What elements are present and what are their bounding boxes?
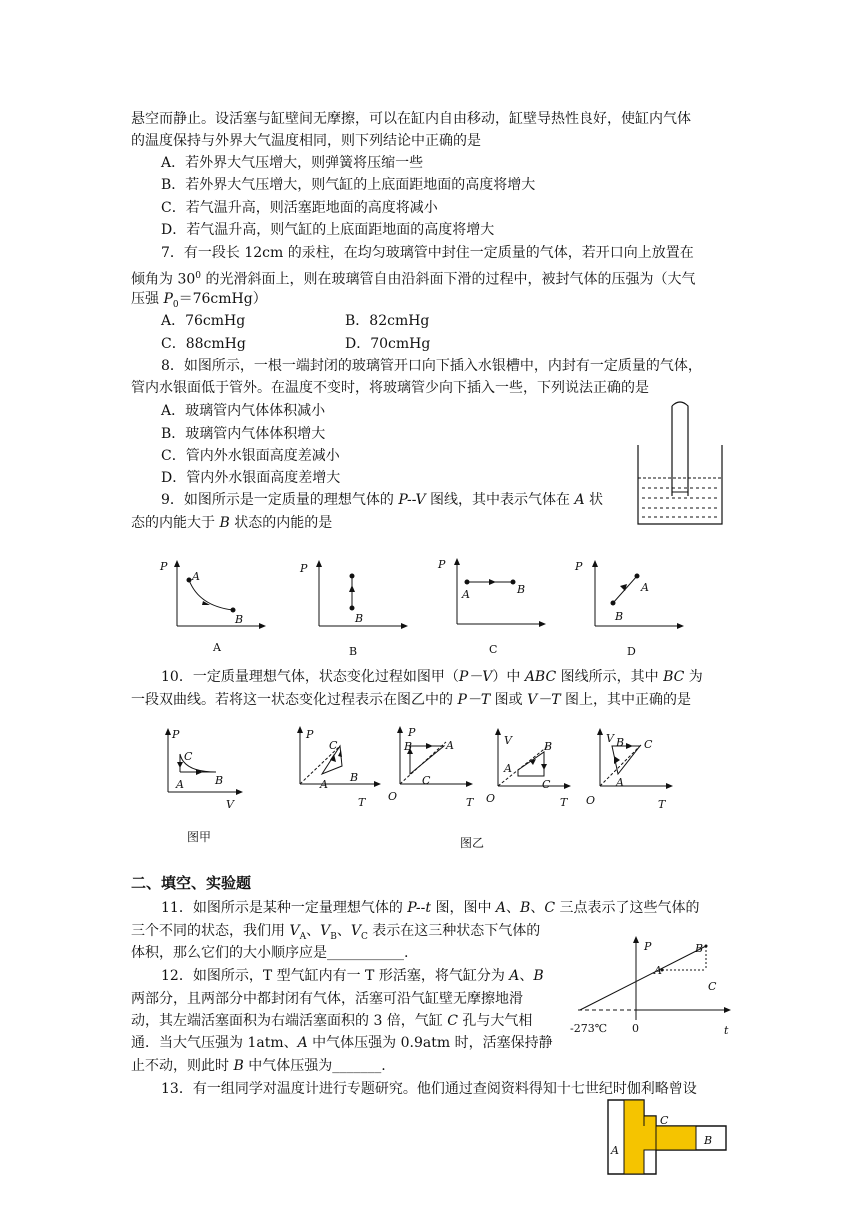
svg-text:V: V (226, 798, 234, 811)
svg-text:D: D (627, 645, 636, 658)
q6-option-d: D．若气温升高，则气缸的上底面距地面的高度将增大 (161, 222, 495, 238)
svg-text:B: B (517, 583, 526, 596)
svg-text:B: B (235, 613, 244, 626)
q9-line1: 9．如图所示是一定质量的理想气体的 P--V 图线，其中表示气体在 A 状 (161, 492, 604, 508)
q8-option-a: A．玻璃管内气体体积减小 (161, 403, 326, 419)
q10-line2: 一段双曲线。若将这一状态变化过程表示在图乙中的 P－T 图或 V－T 图上，其中正确的是 (131, 692, 692, 708)
q10-graph-yi-d (586, 726, 676, 810)
svg-text:0: 0 (632, 1022, 639, 1035)
q12-line2: 两部分，且两部分中都封闭有气体，活塞可沿气缸壁无摩擦地滑 (131, 991, 523, 1007)
q12-line5: 止不动，则此时 B 中气体压强为_______. (131, 1058, 386, 1074)
q11-line1: 11．如图所示是某种一定量理想气体的 P--t 图，图中 A、B、C 三点表示了这些气体的 (161, 900, 700, 916)
q7-option-c: C．88cmHg (161, 336, 246, 352)
svg-text:A: A (462, 588, 470, 601)
svg-text:A: A (320, 778, 328, 791)
svg-text:P: P (644, 940, 652, 953)
svg-text:B: B (404, 740, 413, 753)
svg-text:A: A (176, 778, 184, 791)
q7-option-d: D．70cmHg (345, 336, 431, 352)
q9-graph-a (155, 558, 270, 653)
svg-text:V: V (606, 732, 614, 745)
svg-text:A: A (641, 581, 649, 594)
svg-text:B: B (616, 736, 625, 749)
q6-option-c: C．若气温升高，则活塞距地面的高度将减小 (161, 200, 438, 216)
q6-option-a: A．若外界大气压增大，则弹簧将压缩一些 (161, 155, 424, 171)
q7-option-a: A．76cmHg (161, 313, 246, 329)
svg-text:O: O (388, 790, 398, 803)
svg-text:C: C (489, 643, 498, 656)
svg-text:P: P (160, 560, 168, 573)
q10-graph-yi-a (296, 726, 386, 808)
q8-option-b: B．玻璃管内气体体积增大 (161, 426, 326, 442)
q12-line4: 通．当大气压强为 1atm、A 中气体压强为 0.9atm 时，活塞保持静 (131, 1035, 553, 1051)
svg-text:O: O (486, 792, 496, 805)
svg-text:O: O (586, 794, 596, 807)
svg-text:T: T (560, 796, 568, 809)
svg-text:C: C (542, 778, 551, 791)
svg-text:B: B (695, 942, 704, 955)
q11-line2: 三个不同的状态，我们用 $V_A$、$V_B$、$V_C$ 表示在这三种状态下气体的 (131, 923, 541, 942)
mercury-trough-figure (630, 400, 730, 530)
q7-line3: 压强 $P_0=76cmHg$） (131, 291, 267, 310)
q9-graph-d (573, 558, 688, 658)
svg-text:P: P (575, 560, 583, 573)
svg-text:V: V (504, 734, 512, 747)
q6-line1: 悬空而静止。设活塞与缸壁间无摩擦，可以在缸内自由移动，缸壁导热性良好，使缸内气体 (131, 111, 691, 127)
svg-text:T: T (658, 798, 666, 811)
svg-text:P: P (306, 728, 314, 741)
svg-text:C: C (422, 774, 431, 787)
q6-line2: 的温度保持与外界大气温度相同，则下列结论中正确的是 (131, 133, 481, 149)
svg-text:C: C (708, 980, 717, 993)
q9-graph-b (297, 558, 412, 658)
q7-line2: 倾角为 $30^0$ 的光滑斜面上，则在玻璃管自由沿斜面下滑的过程中，被封气体的压强为（大气 (131, 271, 696, 288)
svg-text:P: P (408, 726, 416, 739)
q6-option-b: B．若外界大气压增大，则气缸的上底面距地面的高度将增大 (161, 177, 536, 193)
svg-text:P: P (172, 728, 180, 741)
svg-text:A: A (192, 570, 200, 583)
svg-text:t: t (724, 1024, 729, 1037)
t-cylinder-diagram (600, 1094, 740, 1184)
svg-text:A: A (446, 739, 454, 752)
q12-line3: 动，其左端活塞面积为右端活塞面积的 3 倍，气缸 C 孔与大气相 (131, 1013, 533, 1029)
q10-graph-yi-c (484, 726, 574, 810)
q12-line1: 12．如图所示，T 型气缸内有一 T 形活塞，将气缸分为 A、B (161, 968, 544, 984)
q8-option-c: C．管内外水银面高度差减小 (161, 448, 340, 464)
svg-text:C: C (660, 1114, 669, 1127)
section-2-title: 二、填空、实验题 (131, 874, 252, 892)
svg-text:A: A (611, 1144, 619, 1157)
q10-graph-yi-b (386, 724, 476, 810)
q13-line1: 13．有一组同学对温度计进行专题研究。他们通过查阅资料得知十七世纪时伽利略曾设 (161, 1081, 697, 1097)
q8-line1: 8．如图所示，一根一端封闭的玻璃管开口向下插入水银槽中，内封有一定质量的气体， (161, 358, 702, 374)
q10-graph-jia (158, 726, 248, 811)
svg-text:B: B (349, 645, 358, 658)
svg-text:B: B (350, 771, 359, 784)
svg-text:C: C (329, 739, 338, 752)
svg-text:A: A (616, 776, 624, 789)
svg-text:A: A (213, 641, 221, 654)
q11-pt-graph (570, 932, 740, 1040)
svg-text:B: B (544, 740, 553, 753)
svg-text:T: T (466, 796, 474, 809)
svg-text:C: C (184, 750, 193, 763)
q11-line3: 体积，那么它们的大小顺序应是___________. (131, 945, 409, 961)
q8-option-d: D．管内外水银面高度差增大 (161, 470, 341, 486)
svg-text:B: B (615, 610, 624, 623)
q7-line1: 7．有一段长 12cm 的汞柱，在均匀玻璃管中封住一定质量的气体，若开口向上放置在 (161, 245, 694, 261)
q9-line2: 态的内能大于 B 状态的内能的是 (131, 515, 333, 531)
caption-figure-yi: 图乙 (460, 836, 485, 850)
svg-text:-273℃: -273℃ (570, 1022, 608, 1035)
caption-figure-jia: 图甲 (187, 830, 212, 844)
svg-text:B: B (355, 612, 364, 625)
svg-text:B: B (215, 774, 224, 787)
svg-text:A: A (504, 762, 512, 775)
svg-text:C: C (644, 738, 653, 751)
q7-option-b: B．82cmHg (345, 313, 430, 329)
q10-line1: 10．一定质量理想气体，状态变化过程如图甲（P－V）中 ABC 图线所示，其中 BC 为 (161, 669, 703, 685)
q9-graph-c (435, 556, 550, 656)
svg-text:T: T (358, 796, 366, 809)
svg-text:A: A (654, 964, 662, 977)
svg-text:P: P (438, 558, 446, 571)
svg-text:B: B (704, 1134, 713, 1147)
q8-line2: 管内水银面低于管外。在温度不变时，将玻璃管少向下插入一些，下列说法正确的是 (131, 380, 649, 396)
svg-text:P: P (300, 562, 308, 575)
